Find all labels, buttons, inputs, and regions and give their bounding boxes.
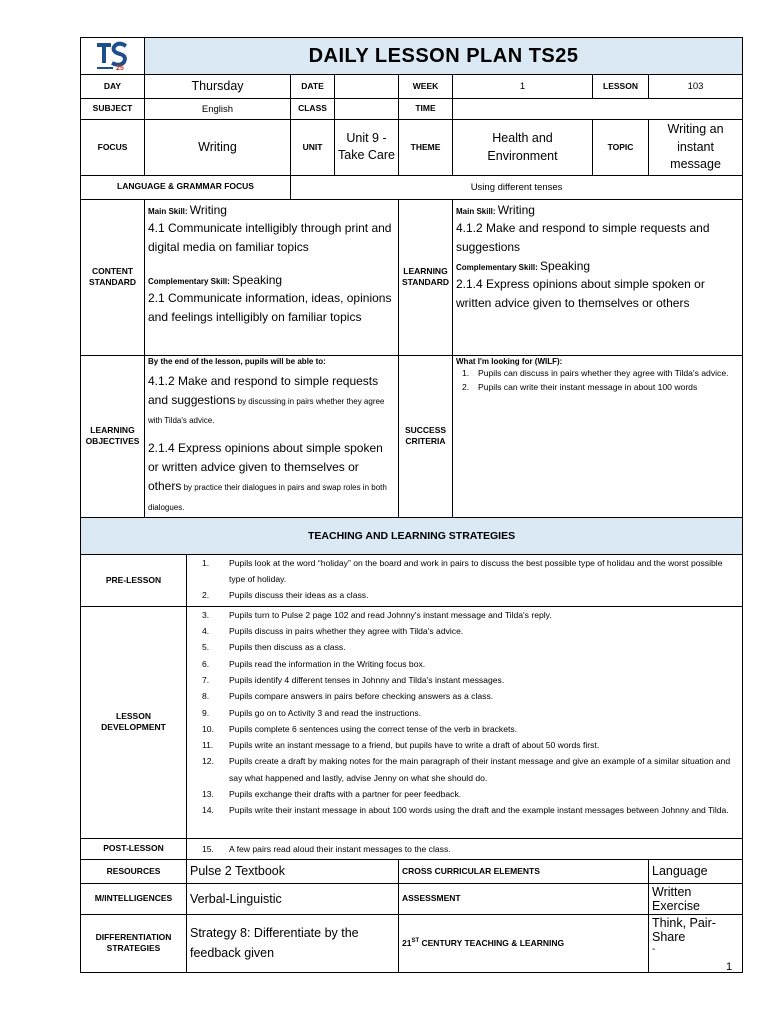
list-item: 15. A few pairs read aloud their instant messages to the class.: [202, 843, 451, 854]
list-item: 5. Pupils then discuss as a class.: [202, 642, 346, 653]
date-value: [335, 75, 399, 99]
post-lesson-cell: [187, 838, 743, 859]
ls-comp-text: 2.1.4 Express opinions about simple spoken or written advice given to themselves or others: [456, 276, 705, 311]
cs-comp-skill-label: Complementary Skill:: [148, 276, 233, 286]
wilf-intro: What I'm looking for (WILF):: [456, 356, 563, 366]
date-label: DATE: [291, 75, 335, 99]
ls-main-skill: Writing: [497, 202, 535, 217]
content-standard-label: CONTENT STANDARD: [81, 199, 145, 355]
week-label: WEEK: [399, 75, 453, 99]
pre-lesson-list: [190, 555, 739, 604]
resources-label: RESOURCES: [81, 859, 187, 883]
objective-1: 4.1.2 Make and respond to simple requests and suggestions: [148, 373, 379, 407]
day-label: DAY: [81, 75, 145, 99]
subject-label: SUBJECT: [81, 99, 145, 120]
century-extra: -: [652, 943, 656, 955]
list-item: 11. Pupils write an instant message to a friend, but pupils have to write a draft of about 50 words first.: [202, 740, 600, 751]
focus-value: Writing: [145, 120, 291, 176]
cs-comp-text: 2.1 Communicate information, ideas, opinions and feelings intelligibly on familiar topics: [148, 290, 392, 325]
ls-main-skill-label: Main Skill:: [456, 206, 498, 216]
success-list: [456, 366, 739, 394]
intelligences-value: Verbal-Linguistic: [187, 883, 399, 914]
svg-text:25: 25: [115, 65, 124, 72]
content-standard-cell: [145, 199, 399, 355]
assessment-value: Written Exercise: [649, 883, 743, 914]
cross-curricular-value: Language: [649, 859, 743, 883]
pre-lesson-cell: [187, 554, 743, 606]
logo-cell: [81, 38, 145, 75]
century-value: Think, Pair-Share: [652, 915, 716, 944]
lesson-development-label: LESSON DEVELOPMENT: [81, 606, 187, 838]
list-item: 3. Pupils turn to Pulse 2 page 102 and read Johnny's instant message and Tilda's reply.: [202, 609, 552, 620]
post-lesson-label: POST-LESSON: [81, 838, 187, 859]
learning-standard-cell: [453, 199, 743, 355]
ls-main-text: 4.1.2 Make and respond to simple requests and suggestions: [456, 220, 710, 254]
ls-comp-skill-label: Complementary Skill:: [456, 262, 541, 272]
subject-value: English: [145, 99, 291, 120]
cs-main-skill: Writing: [189, 202, 227, 217]
topic-value: Writing an instant message: [649, 120, 743, 176]
learning-standard-label: LEARNING STANDARD: [399, 199, 453, 355]
day-value: Thursday: [145, 75, 291, 99]
list-item: 9. Pupils go on to Activity 3 and read the instructions.: [202, 707, 422, 718]
list-item: 8. Pupils compare answers in pairs before checking answers as a class.: [202, 691, 494, 702]
list-item: 1. Pupils look at the word “holiday” on the board and work in pairs to discuss the best possible type of holidau and the worst possible type of holiday.: [202, 557, 723, 585]
ts25-logo: [96, 40, 130, 72]
objective-2-detail: by practice their dialogues in pairs and swap roles in both dialogues.: [148, 483, 387, 512]
theme-value: Health and Environment: [453, 120, 593, 176]
page-title: DAILY LESSON PLAN TS25: [145, 38, 743, 75]
time-value: [453, 99, 743, 120]
intelligences-label: M/INTELLIGENCES: [81, 883, 187, 914]
class-value: [335, 99, 399, 120]
assessment-label: ASSESSMENT: [399, 883, 649, 914]
list-item: 7. Pupils identify 4 different tenses in Johnny and Tilda's instant messages.: [202, 675, 505, 685]
focus-label: FOCUS: [81, 120, 145, 176]
cross-curricular-label: CROSS CURRICULAR ELEMENTS: [399, 859, 649, 883]
unit-value: Unit 9 - Take Care: [335, 120, 399, 176]
language-focus-value: Using different tenses: [291, 175, 743, 199]
post-lesson-list: [190, 841, 739, 857]
differentiation-label: DIFFERENTIATION STRATEGIES: [81, 914, 187, 972]
list-item: 6. Pupils read the information in the Writing focus box.: [202, 658, 426, 669]
page-number: 1: [726, 961, 733, 973]
success-item: 1. Pupils can discuss in pairs whether they agree with Tilda's advice.: [462, 367, 729, 378]
objective-2: 2.1.4 Express opinions about simple spoken or written advice given to themselves or others: [148, 441, 383, 494]
language-focus-label: LANGUAGE & GRAMMAR FOCUS: [81, 175, 291, 199]
list-item: 2. Pupils discuss their ideas as a class.: [202, 590, 369, 601]
lesson-label: LESSON: [593, 75, 649, 99]
list-item: 12. Pupils create a draft by making notes for the main paragraph of their instant message and give an example of a similar situation and say what happened and lastly, advise Jenny on what she should do.: [202, 756, 731, 783]
resources-value: Pulse 2 Textbook: [187, 859, 399, 883]
list-item: 4. Pupils discuss in pairs whether they agree with Tilda's advice.: [202, 626, 464, 637]
list-item: 13. Pupils exchange their drafts with a partner for peer feedback.: [202, 789, 462, 800]
lesson-value: 103: [649, 75, 743, 99]
success-item: 2. Pupils can write their instant message in about 100 words: [462, 381, 698, 392]
ts25-logo-icon: [96, 40, 130, 72]
topic-label: TOPIC: [593, 120, 649, 176]
lesson-development-list: [190, 607, 739, 819]
lesson-plan-table: [80, 37, 743, 973]
list-item: 14. Pupils write their instant message in about 100 words using the draft and the example instant messages between Johnny and Tilda.: [202, 805, 729, 816]
pre-lesson-label: PRE-LESSON: [81, 554, 187, 606]
success-criteria-cell: [453, 355, 743, 517]
list-item: 10. Pupils complete 6 sentences using the correct tense of the verb in brackets.: [202, 723, 518, 734]
objective-1-detail: by discussing in pairs whether they agree with Tilda's advice.: [148, 396, 385, 425]
theme-label: THEME: [399, 120, 453, 176]
objectives-cell: [145, 355, 399, 517]
cs-comp-skill: Speaking: [232, 272, 283, 287]
class-label: CLASS: [291, 99, 335, 120]
unit-label: UNIT: [291, 120, 335, 176]
success-criteria-label: SUCCESS CRITERIA: [399, 355, 453, 517]
time-label: TIME: [399, 99, 453, 120]
century-label: 21ST CENTURY TEACHING & LEARNING: [399, 914, 649, 972]
objectives-intro: By the end of the lesson, pupils will be able to:: [148, 356, 326, 366]
ls-comp-skill: Speaking: [540, 258, 591, 273]
learning-objectives-label: LEARNING OBJECTIVES: [81, 355, 145, 517]
lesson-development-cell: [187, 606, 743, 838]
cs-main-text: 4.1 Communicate intelligibly through print and digital media on familiar topics: [148, 220, 392, 254]
strategies-header: TEACHING AND LEARNING STRATEGIES: [81, 517, 743, 554]
differentiation-value: Strategy 8: Differentiate by the feedback given: [187, 914, 399, 972]
week-value: 1: [453, 75, 593, 99]
cs-main-skill-label: Main Skill:: [148, 206, 190, 216]
